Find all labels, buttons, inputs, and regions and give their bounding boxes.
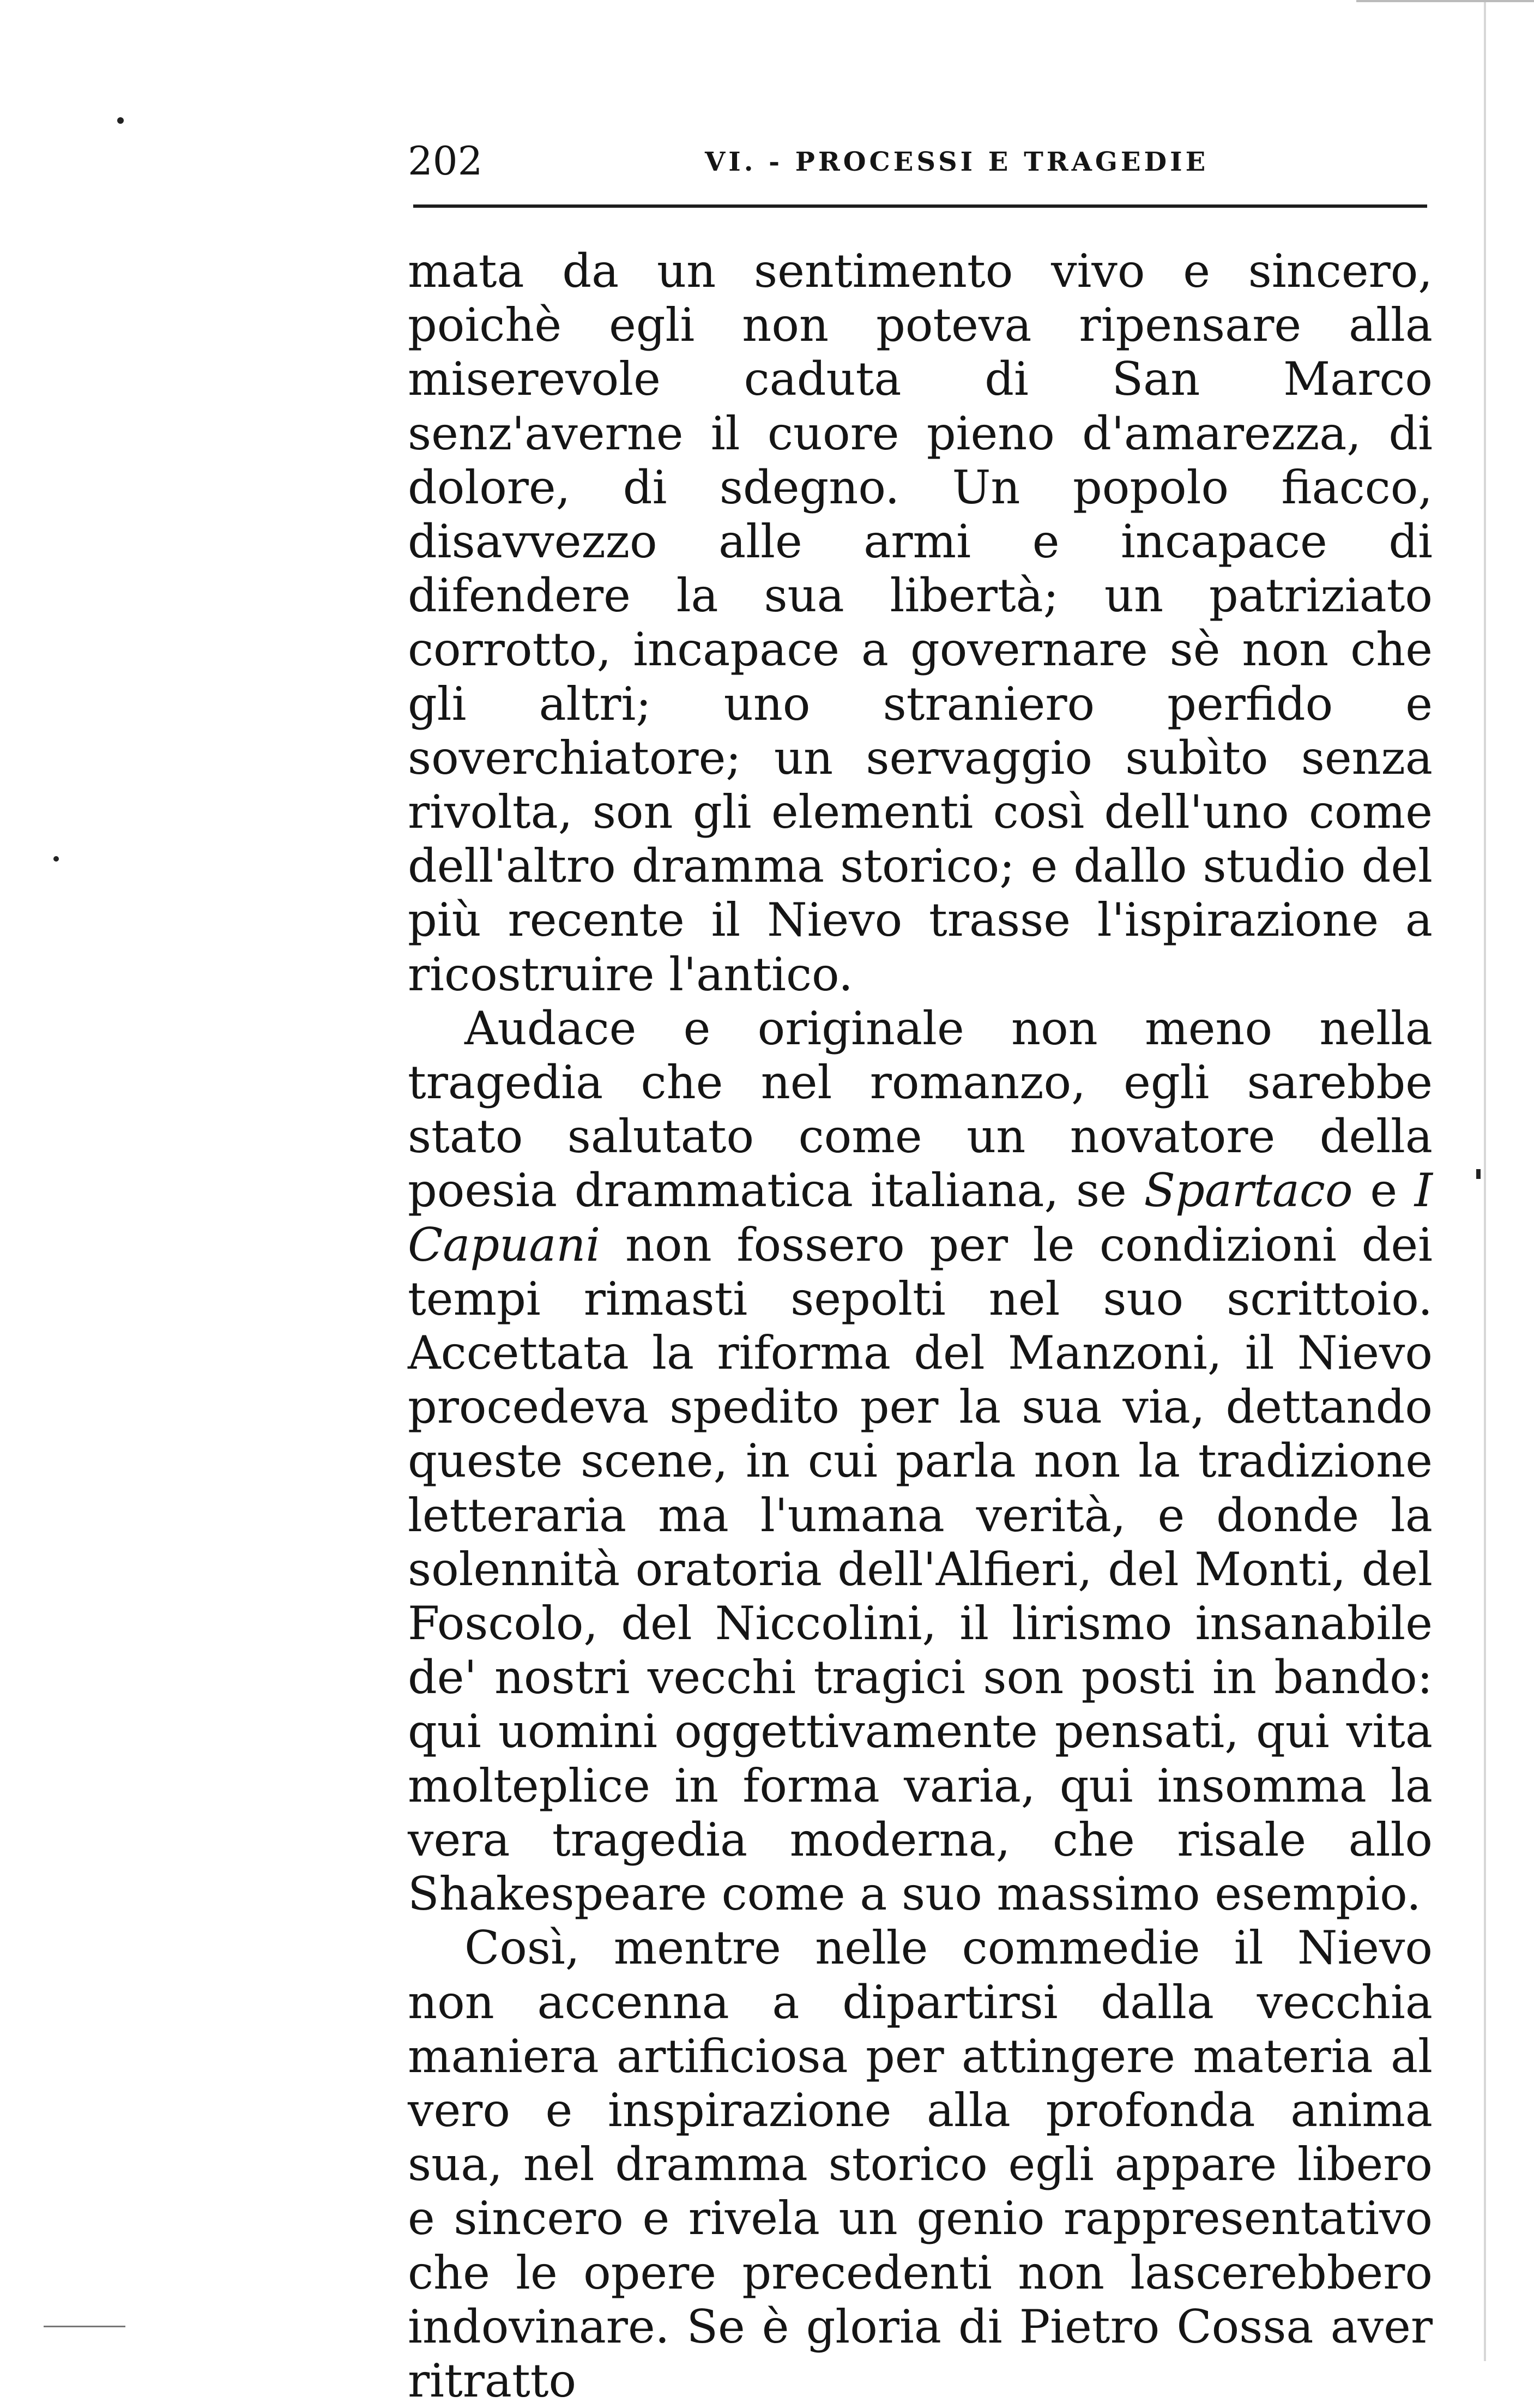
scan-speck [53,856,59,862]
scan-top-edge [1356,0,1534,2]
header-rule [413,204,1427,208]
book-page-text [408,244,1433,2408]
paragraph-text: e [1352,1164,1415,1218]
work-title-i-capuani: I Capuani [408,1164,1433,1272]
paragraph-audace [408,1002,1433,1921]
scan-bottom-mark [44,2326,125,2327]
running-title: VI. - PROCESSI E TRAGEDIE [705,147,1209,177]
paragraph-continuation: mata da un sentimento vivo e sincero, poichè egli non poteva ripensare alla miserevole caduta di San Marco senz'averne il cuore pieno d'amarezza, di dolore, di sdegno. Un popolo fiacco, disavvezzo alle armi e incapace di difendere la sua libertà; un patriziato corrotto, incapace a governare sè non che gli altri; uno straniero perfido e soverchiatore; un servaggio subìto senza rivolta, son gli elementi così dell'uno come dell'altro dramma storico; e dallo studio del più recente il Nievo trasse l'ispirazione a ricostruire l'antico. [408,244,1433,1001]
page-header [408,136,1444,196]
page-number: 202 [408,138,483,184]
scan-speck [117,117,124,124]
paragraph-text: non fossero per le condizioni dei tempi rimasti sepolti nel suo scrittoio. Accettata la riforma del Manzoni, il Nievo procedeva spedito per la sua via, dettando queste scene, in cui parla non la tradizione letteraria ma l'umana verità, e donde la solennità oratoria dell'Alfieri, del Monti, del Foscolo, del Niccolini, il lirismo insanabile de' nostri vecchi tragici son posti in bando: qui uomini oggettivamente pensati, qui vita molteplice in forma varia, qui insomma la vera tragedia moderna, che risale allo Shakespeare come a suo massimo esempio. [408,1218,1433,1921]
paragraph-text: Audace e originale non meno nella tragedia che nel romanzo, egli sarebbe stato salutato come un novatore della poesia drammatica italiana, se [408,1001,1433,1218]
scan-page-edge [1484,0,1486,2361]
paragraph-cosi: Così, mentre nelle commedie il Nievo non accenna a dipartirsi dalla vecchia maniera artificiosa per attingere materia al vero e inspirazione alla profonda anima sua, nel dramma storico egli appare libero e sincero e rivela un genio rappresentativo che le opere precedenti non lascerebbero indovinare. Se è gloria di Pietro Cossa aver ritratto [408,1921,1433,2407]
scan-speck [1476,1169,1481,1179]
work-title-spartaco: Spartaco [1144,1164,1353,1218]
